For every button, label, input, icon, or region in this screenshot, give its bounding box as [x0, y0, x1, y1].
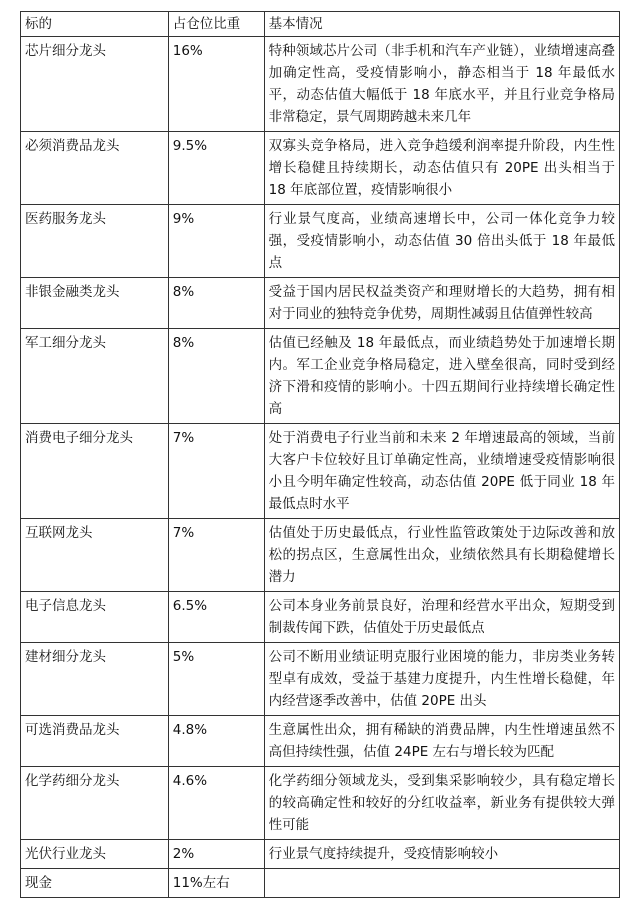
cell-weight: 16% [168, 37, 264, 132]
table-row [21, 869, 620, 898]
cell-target: 现金 [21, 869, 169, 898]
cell-description: 公司本身业务前景良好，治理和经营水平出众，短期受到制裁传闻下跌，估值处于历史最低点 [264, 592, 619, 643]
cell-weight: 7% [168, 424, 264, 519]
cell-target: 医药服务龙头 [21, 205, 169, 278]
holdings-table [20, 11, 620, 898]
table-row [21, 592, 620, 643]
cell-weight: 8% [168, 329, 264, 424]
cell-target: 电子信息龙头 [21, 592, 169, 643]
header-weight: 占仓位比重 [168, 12, 264, 37]
table-row [21, 278, 620, 329]
cell-description: 估值处于历史最低点，行业性监管政策处于边际改善和放松的拐点区，生意属性出众，业绩依然具有长期稳健增长潜力 [264, 519, 619, 592]
cell-description: 行业景气度持续提升，受疫情影响较小 [264, 840, 619, 869]
table-row [21, 519, 620, 592]
cell-weight: 7% [168, 519, 264, 592]
holdings-table-body [21, 12, 620, 898]
cell-description: 处于消费电子行业当前和未来 2 年增速最高的领域，当前大客户卡位较好且订单确定性高，业绩增速受疫情影响很小且今明年确定性较高，动态估值 20PE 低于同业 18 年最低点时水平 [264, 424, 619, 519]
cell-target: 化学药细分龙头 [21, 767, 169, 840]
cell-target: 非银金融类龙头 [21, 278, 169, 329]
cell-description: 双寡头竞争格局，进入竞争趋缓利润率提升阶段，内生性增长稳健且持续期长，动态估值只有 20PE 出头相当于 18 年底部位置，疫情影响很小 [264, 132, 619, 205]
cell-target: 芯片细分龙头 [21, 37, 169, 132]
header-target: 标的 [21, 12, 169, 37]
cell-weight: 11%左右 [168, 869, 264, 898]
header-description: 基本情况 [264, 12, 619, 37]
cell-description: 公司不断用业绩证明克服行业困境的能力，非房类业务转型卓有成效，受益于基建力度提升，内生性增长稳健，年内经营逐季改善中，估值 20PE 出头 [264, 643, 619, 716]
cell-description: 受益于国内居民权益类资产和理财增长的大趋势，拥有相对于同业的独特竞争优势，周期性减弱且估值弹性较高 [264, 278, 619, 329]
cell-description: 行业景气度高，业绩高速增长中，公司一体化竞争力较强，受疫情影响小，动态估值 30 倍出头低于 18 年最低点 [264, 205, 619, 278]
cell-target: 可选消费品龙头 [21, 716, 169, 767]
table-row [21, 716, 620, 767]
cell-weight: 6.5% [168, 592, 264, 643]
cell-target: 建材细分龙头 [21, 643, 169, 716]
cell-target: 消费电子细分龙头 [21, 424, 169, 519]
cell-target: 光伏行业龙头 [21, 840, 169, 869]
cell-description [264, 869, 619, 898]
cell-weight: 5% [168, 643, 264, 716]
cell-target: 互联网龙头 [21, 519, 169, 592]
cell-weight: 4.6% [168, 767, 264, 840]
cell-target: 必须消费品龙头 [21, 132, 169, 205]
table-row [21, 767, 620, 840]
cell-weight: 9% [168, 205, 264, 278]
table-row [21, 205, 620, 278]
cell-description: 生意属性出众，拥有稀缺的消费品牌，内生性增速虽然不高但持续性强，估值 24PE 左右与增长较为匹配 [264, 716, 619, 767]
cell-weight: 2% [168, 840, 264, 869]
cell-target: 军工细分龙头 [21, 329, 169, 424]
table-row [21, 424, 620, 519]
cell-description: 化学药细分领域龙头，受到集采影响较少，具有稳定增长的较高确定性和较好的分红收益率，新业务有提供较大弹性可能 [264, 767, 619, 840]
table-row [21, 132, 620, 205]
cell-description: 特种领域芯片公司（非手机和汽车产业链），业绩增速高叠加确定性高，受疫情影响小，静态相当于 18 年最低水平，动态估值大幅低于 18 年底水平，并且行业竞争格局非常稳定，景气周期跨越未来几年 [264, 37, 619, 132]
cell-weight: 8% [168, 278, 264, 329]
table-row [21, 840, 620, 869]
cell-description: 估值已经触及 18 年最低点，而业绩趋势处于加速增长期内。军工企业竞争格局稳定，进入壁垒很高，同时受到经济下滑和疫情的影响小。十四五期间行业持续增长确定性高 [264, 329, 619, 424]
table-row [21, 329, 620, 424]
table-row [21, 643, 620, 716]
cell-weight: 9.5% [168, 132, 264, 205]
table-row [21, 37, 620, 132]
table-header-row [21, 12, 620, 37]
cell-weight: 4.8% [168, 716, 264, 767]
